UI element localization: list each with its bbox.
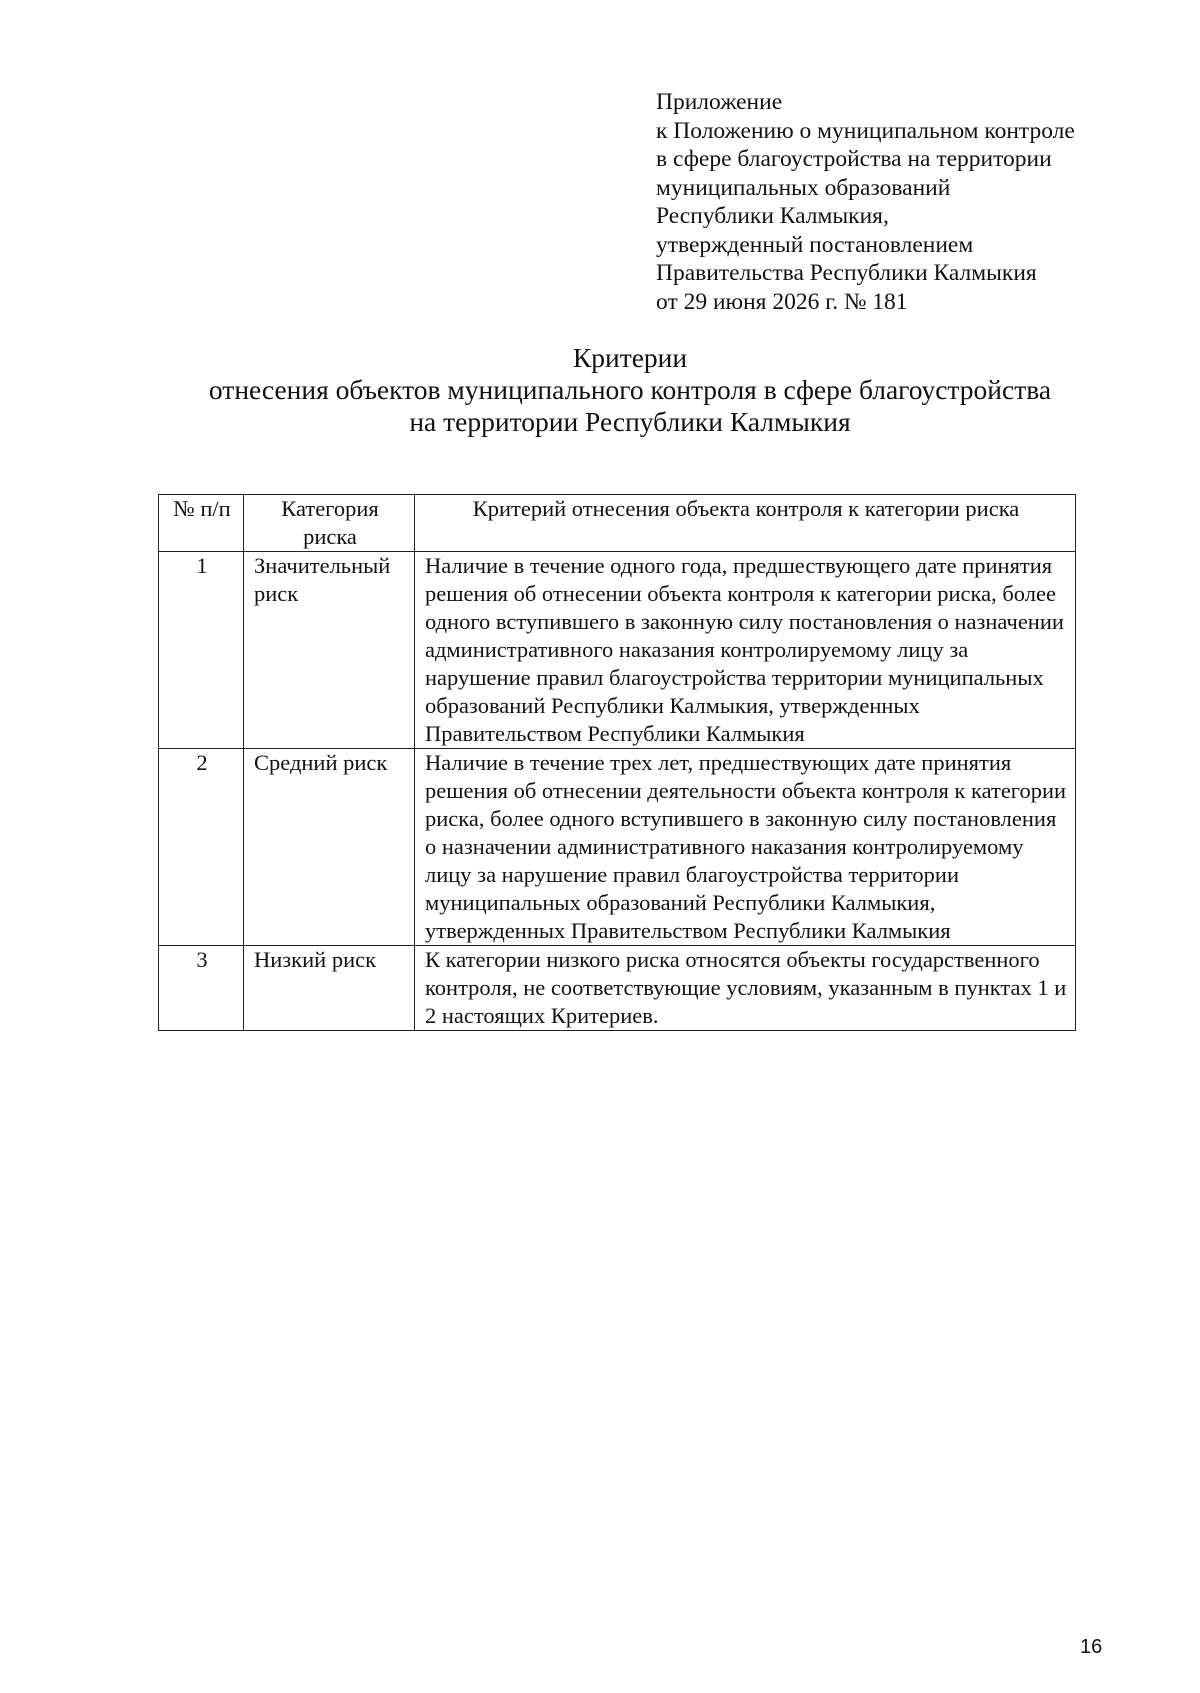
table-row xyxy=(159,749,1076,946)
table-header-row xyxy=(159,495,1076,552)
risk-criteria-table xyxy=(158,494,1076,1031)
title-subheading: отнесения объектов муниципального контроля в сфере благоустройства xyxy=(208,374,1052,405)
page-number: 16 xyxy=(1080,1636,1103,1658)
appendix-line: Правительства Республики Калмыкия xyxy=(656,260,1037,286)
header-number: № п/п xyxy=(159,495,244,552)
header-category: Категория риска xyxy=(244,495,415,552)
appendix-line: от 29 июня 2026 г. № 181 xyxy=(656,288,908,315)
row-category: Средний риск xyxy=(244,749,415,946)
appendix-line: утвержденный постановлением xyxy=(656,231,974,258)
title-heading: Критерии xyxy=(572,342,688,373)
header-criterion: Критерий отнесения объекта контроля к категории риска xyxy=(415,495,1076,552)
row-criterion: Наличие в течение одного года, предшествующего дате принятия решения об отнесении объекта контроля к категории риска, более одного вступившего в законную силу постановления о назначении административного наказания контролируемому лицу за нарушение правил благоустройства территории муниципальных образований Республики Калмыкия, утвержденных Правительством Республики Калмыкия xyxy=(415,552,1076,749)
row-category: Значительный риск xyxy=(244,552,415,749)
appendix-line: муниципальных образований xyxy=(656,174,951,201)
table-row xyxy=(159,946,1076,1031)
appendix-line: Приложение xyxy=(656,89,783,115)
table-row xyxy=(159,552,1076,749)
row-number: 3 xyxy=(159,946,244,1031)
appendix-line: к Положению о муниципальном контроле xyxy=(656,117,1075,144)
appendix-line: в сфере благоустройства на территории xyxy=(656,146,1052,172)
row-category: Низкий риск xyxy=(244,946,415,1031)
row-criterion: Наличие в течение трех лет, предшествующих дате принятия решения об отнесении деятельности объекта контроля к категории риска, более одного вступившего в законную силу постановления о назначении административного наказания контролируемому лицу за нарушение правил благоустройства территории муниципальных образований Республики Калмыкия, утвержденных Правительством Республики Калмыкия xyxy=(415,749,1076,946)
document-title xyxy=(140,342,1120,438)
appendix-block xyxy=(656,88,1126,316)
row-number: 1 xyxy=(159,552,244,749)
row-number: 2 xyxy=(159,749,244,946)
row-criterion: К категории низкого риска относятся объекты государственного контроля, не соответствующие условиям, указанным в пунктах 1 и 2 настоящих Критериев. xyxy=(415,946,1076,1031)
title-subheading-2: на территории Республики Калмыкия xyxy=(409,406,851,437)
appendix-line: Республики Калмыкия, xyxy=(656,203,889,229)
